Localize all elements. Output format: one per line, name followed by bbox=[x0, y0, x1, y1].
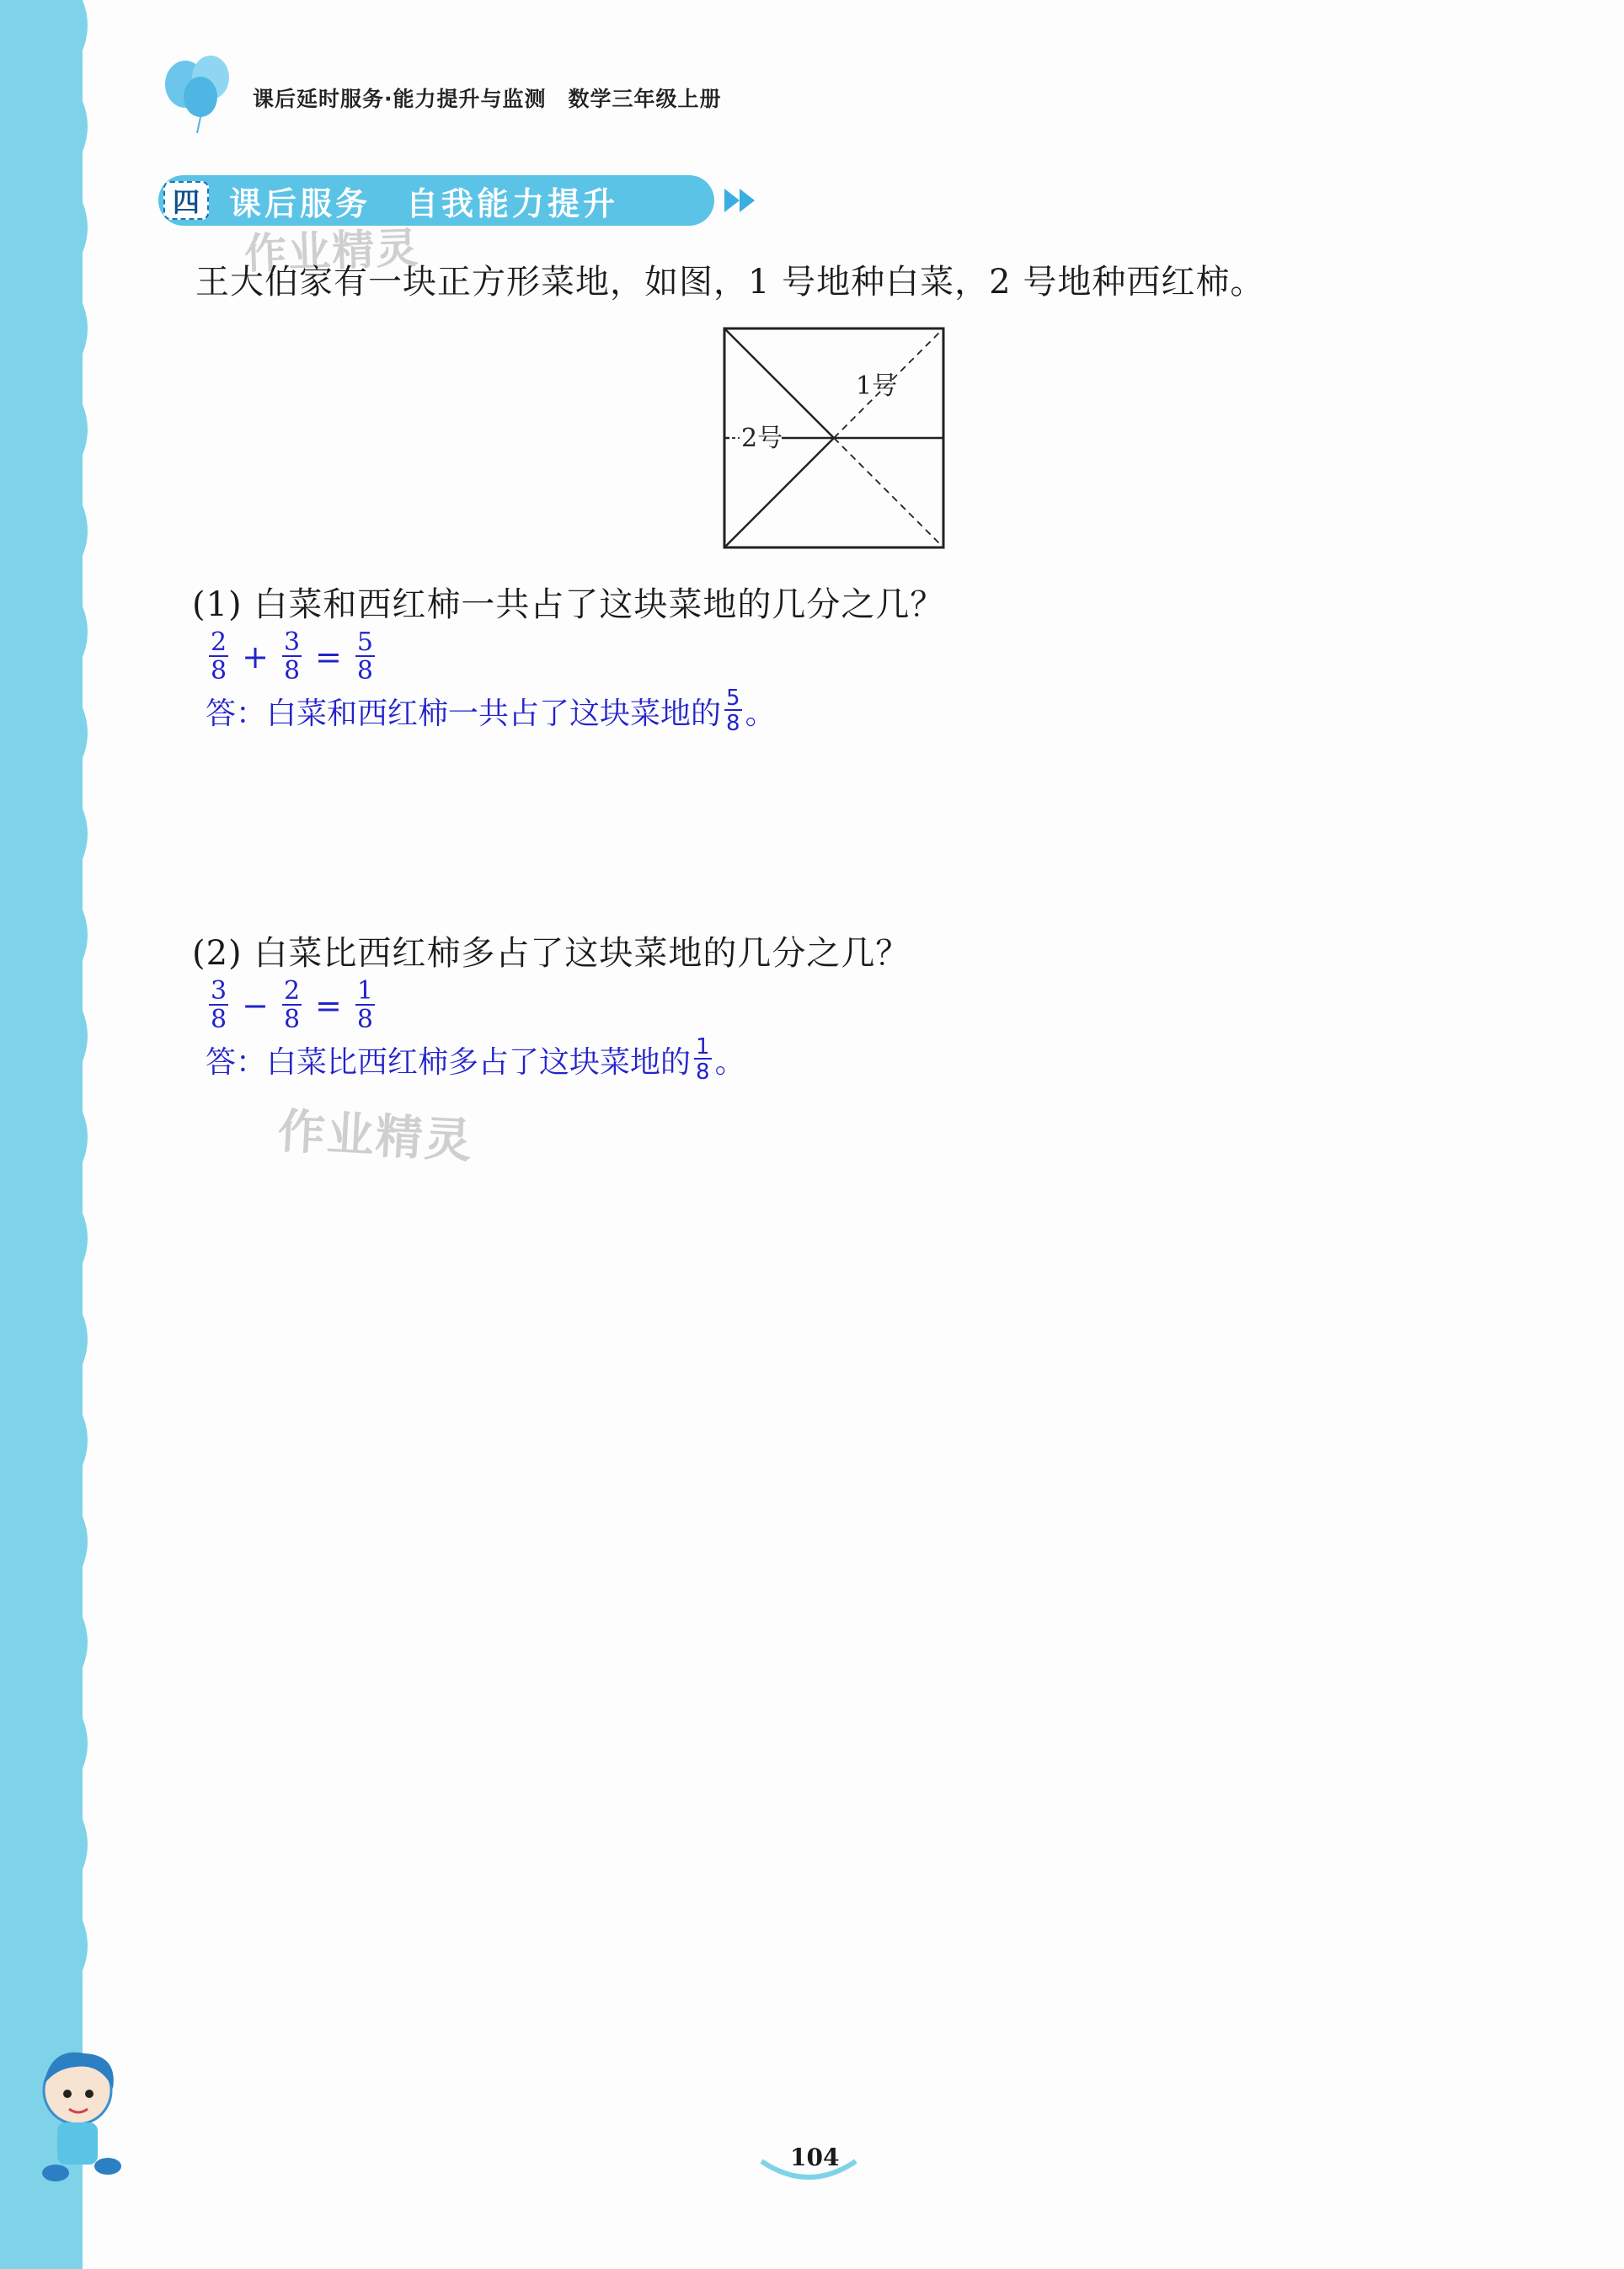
question-2: (2) 白菜比西红柿多占了这块菜地的几分之几？ bbox=[192, 934, 911, 973]
fraction-result: $\frac{5}{8}$ bbox=[356, 627, 373, 686]
fraction: $\frac{3}{8}$ bbox=[211, 976, 227, 1034]
operator: − bbox=[242, 987, 269, 1024]
side-wave-edge bbox=[59, 0, 93, 2269]
fraction: $\frac{2}{8}$ bbox=[283, 976, 301, 1034]
answer-fraction: $\frac{1}{8}$ bbox=[696, 1034, 710, 1085]
watermark: 作业精灵 bbox=[243, 223, 421, 279]
question-1: (1) 白菜和西红柿一共占了这块菜地的几分之几？ bbox=[192, 585, 945, 624]
watermark: 作业精灵 bbox=[276, 1103, 475, 1170]
answer-end: 。 bbox=[714, 1044, 745, 1080]
answer-2 bbox=[206, 1036, 745, 1083]
plot-2-label: 2号 bbox=[741, 424, 783, 453]
answer-fraction: $\frac{5}{8}$ bbox=[726, 686, 740, 736]
balloon-icon bbox=[160, 51, 244, 135]
answer-1 bbox=[206, 687, 776, 734]
equation-1 bbox=[206, 627, 378, 686]
section-number: 四 bbox=[163, 181, 209, 220]
answer-text: 答：白菜比西红柿多占了这块菜地的 bbox=[206, 1044, 692, 1080]
page-header-title: 课后延时服务·能力提升与监测 数学三年级上册 bbox=[253, 87, 722, 111]
cartoon-boy-icon bbox=[25, 2038, 135, 2190]
fraction-result: $\frac{1}{8}$ bbox=[356, 976, 373, 1034]
double-arrow-icon bbox=[723, 185, 765, 216]
page-number: 104 bbox=[790, 2144, 840, 2171]
answer-end: 。 bbox=[745, 696, 776, 731]
section-banner bbox=[158, 175, 714, 226]
equation-2 bbox=[206, 976, 378, 1034]
problem-intro: 王大伯家有一块正方形菜地，如图，1 号地种白菜，2 号地种西红柿。 bbox=[195, 263, 1265, 302]
equals-sign: = bbox=[315, 638, 342, 675]
section-title: 课后服务 自我能力提升 bbox=[229, 184, 619, 222]
fraction: $\frac{3}{8}$ bbox=[283, 627, 301, 686]
plot-1-label: 1号 bbox=[856, 371, 898, 401]
operator: + bbox=[242, 638, 269, 675]
equals-sign: = bbox=[315, 987, 342, 1024]
answer-text: 答：白菜和西红柿一共占了这块菜地的 bbox=[206, 696, 722, 731]
square-field-diagram bbox=[723, 327, 945, 549]
fraction: $\frac{2}{8}$ bbox=[211, 627, 227, 686]
